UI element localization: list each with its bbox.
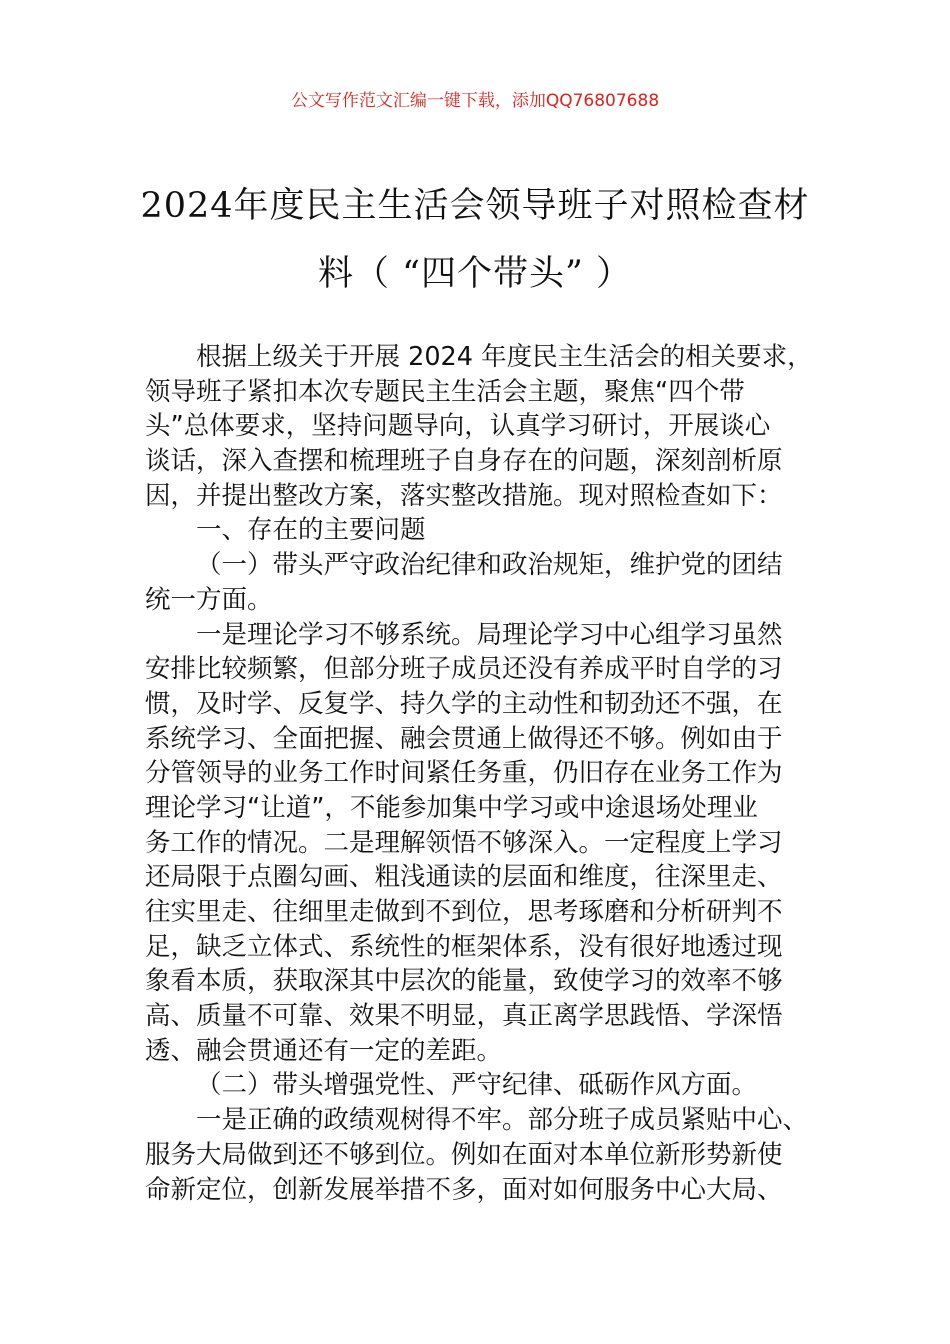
text-line: （二）带头增强党性、严守纪律、砥砺作风方面。 xyxy=(196,1070,758,1101)
document-title-line-1: 2024年度民主生活会领导班子对照检查材 xyxy=(140,186,810,226)
text-line: 透、融会贯通还有一定的差距。 xyxy=(145,1035,503,1066)
watermark-header: 公文写作范文汇编一键下载，添加QQ76807688 xyxy=(290,91,660,111)
text-line: 一、存在的主要问题 xyxy=(196,515,426,546)
text-line: 头”总体要求，坚持问题导向，认真学习研讨，开展谈心 xyxy=(145,411,771,442)
text-line: 因，并提出整改方案，落实整改措施。现对照检查如下： xyxy=(145,480,783,511)
text-line: 服务大局做到还不够到位。例如在面对本单位新形势新使 xyxy=(145,1139,783,1170)
document-body xyxy=(145,340,825,1207)
document-title-line-2: 料（ “四个带头” ） xyxy=(317,254,633,294)
text-line: 统一方面。 xyxy=(145,584,273,615)
text-line: 足，缺乏立体式、系统性的框架体系，没有很好地透过现 xyxy=(145,931,783,962)
text-line: 根据上级关于开展 2024 年度民主生活会的相关要求， xyxy=(196,342,813,372)
text-line: （一）带头严守政治纪律和政治规矩，维护党的团结 xyxy=(196,550,783,581)
text-line: 还局限于点圈勾画、粗浅通读的层面和维度，往深里走、 xyxy=(145,862,783,893)
text-line: 往实里走、往细里走做到不到位，思考琢磨和分析研判不 xyxy=(145,897,783,927)
text-line: 一是理论学习不够系统。局理论学习中心组学习虽然 xyxy=(196,619,783,650)
text-line: 象看本质，获取深其中层次的能量，致使学习的效率不够 xyxy=(145,966,783,997)
text-line: 领导班子紧扣本次专题民主生活会主题，聚焦“四个带 xyxy=(145,376,745,407)
text-line: 安排比较频繁，但部分班子成员还没有养成平时自学的习 xyxy=(145,654,783,685)
text-line: 系统学习、全面把握、融会贯通上做得还不够。例如由于 xyxy=(145,723,783,754)
text-line: 理论学习“让道”，不能参加集中学习或中途退场处理业 xyxy=(145,792,758,823)
text-line: 命新定位，创新发展举措不多，面对如何服务中心大局、 xyxy=(145,1174,783,1205)
text-line: 务工作的情况。二是理解领悟不够深入。一定程度上学习 xyxy=(145,827,783,858)
text-line: 一是正确的政绩观树得不牢。部分班子成员紧贴中心、 xyxy=(196,1105,809,1136)
text-line: 高、质量不可靠、效果不明显，真正离学思践悟、学深悟 xyxy=(145,1001,783,1032)
text-line: 谈话，深入查摆和梳理班子自身存在的问题，深刻剖析原 xyxy=(145,446,783,477)
text-line: 分管领导的业务工作时间紧任务重，仍旧存在业务工作为 xyxy=(145,758,783,789)
text-line: 惯，及时学、反复学、持久学的主动性和韧劲还不强，在 xyxy=(145,688,783,719)
